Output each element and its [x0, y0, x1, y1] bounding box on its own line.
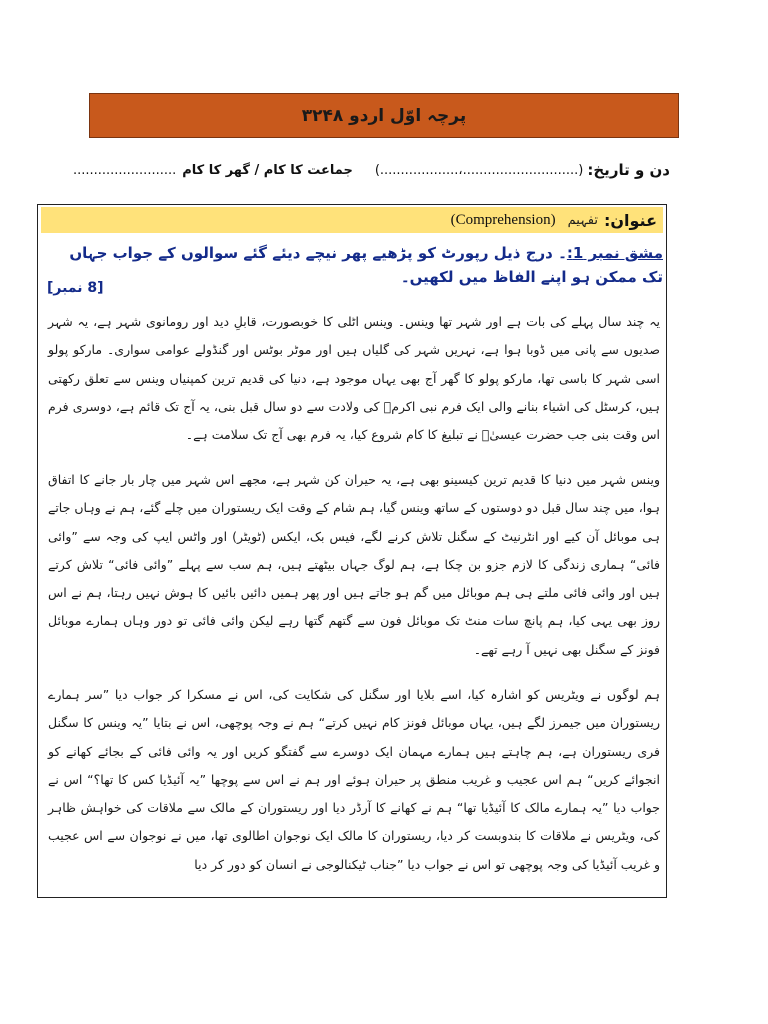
exercise-number: مشق نمبر 1: — [566, 244, 663, 262]
paper-header-bar — [89, 93, 679, 138]
paragraph-1: یہ چند سال پہلے کی بات ہے اور شہر تھا وینس۔ وینس اٹلی کا خوبصورت، قابلِ دید اور رومانوی شہر ہے، یہ شہر صدیوں سے پانی میں ڈوبا ہوا ہے، نہریں شہر کی گلیاں ہیں اور موٹر بوٹس اور گنڈولے عوامی سواری۔ مارکو پولو اسی شہر کا باسی تھا، مارکو پولو کا گھر آج بھی یہاں موجود ہے، دنیا کی قدیم ترین کمپنیاں وینس سے تعلق رکھتی ہیں، کرسٹل کی اشیاء بنانے والی ایک فرم نبی اکرمؐ کی ولادت سے دو سال قبل بنی، یہ آج تک قائم ہے، دوسری فرم اس وقت بنی جب حضرت عیسیٰؑ نے تبلیغ کا کام شروع کیا، یہ فرم بھی آج تک سلامت ہے۔ — [48, 314, 660, 443]
exercise-instruction — [45, 241, 663, 289]
marks-label: [8 نمبر] — [47, 280, 104, 296]
topic-subtitle: تفہیم — [567, 212, 598, 228]
topic-bar — [41, 207, 663, 233]
date-label: دن و تاریخ: — [587, 161, 670, 179]
meta-row — [72, 157, 670, 183]
topic-label: عنوان: — [603, 210, 657, 230]
exercise-text: ۔ درج ذیل رپورٹ کو پڑھیے پھر نیچے دیئے گئے سوالوں کے جواب جہاں تک ممکن ہو اپنے الفاظ میں لکھیں۔ — [69, 244, 663, 286]
work-type-label: جماعت کا کام / گھر کا کام — [182, 162, 353, 178]
paper-title: پرچہ اوّل اردو ۳۲۴۸ — [301, 106, 467, 126]
date-blank: (............................،...................) — [374, 162, 584, 178]
paragraph-3: ہم لوگوں نے ویٹریس کو اشارہ کیا، اسے بلایا اور سگنل کی شکایت کی، اس نے مسکرا کر جواب دیا ”سر ہمارے ریستوران میں جیمرز لگے ہیں، یہاں موبائل فونز کام نہیں کرتے“ ہم نے وجہ پوچھی، اس نے بتایا ”یہ وینس کا سگنل فری ریستوران ہے، ہم چاہتے ہیں ہمارے مہمان ایک دوسرے سے گفتگو کریں اور یہ وائی فائی کے بجائے کھانے کو انجوائے کریں“ ہم اس عجیب و غریب منطق پر حیران ہوئے اور ہم نے اس سے پوچھا ”یہ آئیڈیا کس کا تھا؟“ اس نے جواب دیا ”یہ ہمارے مالک کا آئیڈیا تھا“ ہم نے کھانے کا آرڈر دیا اور ریستوران کے مالک سے ملاقات کی خواہش ظاہر کی، ویٹریس نے ملاقات کا بندوبست کر دیا، ریستوران کا مالک ایک نوجوان اطالوی تھا، میں نے نوجوان سے اس عجیب و غریب آئیڈیا کی وجہ پوچھی تو اس نے جواب دیا ”جناب ٹیکنالوجی نے انسان کو دور کر دیا — [48, 687, 660, 872]
paragraph-2: وینس شہر میں دنیا کا قدیم ترین کیسینو بھی ہے، یہ حیران کن شہر ہے، مجھے اس شہر میں چار بار جانے کا اتفاق ہوا، میں چند سال قبل دو دوستوں کے ساتھ وینس گیا، ہم شام کے وقت ایک ریستوران میں چلے گئے، ہم نے وہاں جاتے ہی موبائل آن کیے اور انٹرنیٹ کے سگنل تلاش کرنے لگے، فیس بک، ایکس (ٹویٹر) اور واٹس ایپ کی وجہ سے ”وائی فائی“ ہماری زندگی کا لازم جزو بن چکا ہے، ہم لوگ جہاں بیٹھتے ہیں، ہم سب سے پہلے ”وائی فائی“ تلاش کرتے ہیں اور وائی فائی ملتے ہی ہم موبائل میں گم ہو جاتے ہیں اور پھر ہمیں دائیں بائیں کا ہوش نہیں رہتا، ہم نے اس روز بھی یہی کیا، ہم پانچ سات منٹ تک موبائل فون سے گتھم گتھا رہے لیکن وائی فائی تو دور وہاں ہمارے موبائل فونز کے سگنل بھی نہیں آ رہے تھے۔ — [48, 472, 660, 657]
work-type-blank: ......................... — [72, 162, 177, 178]
topic-english: (Comprehension) — [450, 211, 556, 228]
